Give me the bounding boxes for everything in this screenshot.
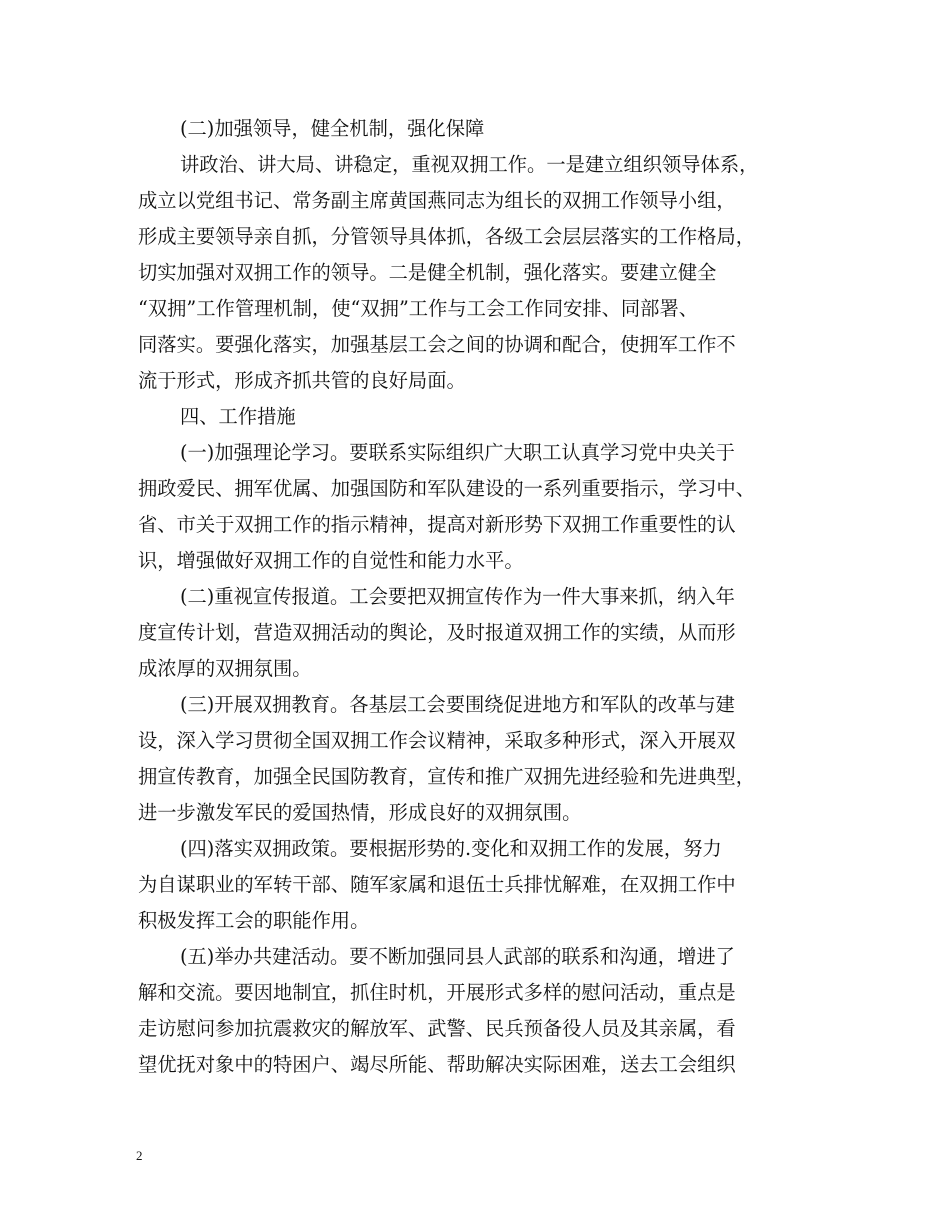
page-number: 2 xyxy=(136,1148,143,1163)
paragraph-line: (四)落实双拥政策。要根据形势的.变化和双拥工作的发展，努力 xyxy=(180,837,722,860)
section-heading: (二)加强领导，健全机制，强化保障 xyxy=(180,117,485,140)
paragraph-line: (五)举办共建活动。要不断加强同县人武部的联系和沟通，增进了 xyxy=(180,945,735,968)
paragraph-line: 切实加强对双拥工作的领导。二是健全机制，强化落实。要建立健全 xyxy=(138,261,717,284)
paragraph-line: 为自谋职业的军转干部、随军家属和退伍士兵排忧解难，在双拥工作中 xyxy=(138,873,736,896)
paragraph-line: 讲政治、讲大局、讲稳定，重视双拥工作。一是建立组织领导体系， xyxy=(180,153,759,176)
paragraph-line: 拥宣传教育，加强全民国防教育，宣传和推广双拥先进经验和先进典型， xyxy=(138,765,755,788)
paragraph-line: 同落实。要强化落实，加强基层工会之间的协调和配合，使拥军工作不 xyxy=(138,333,736,356)
paragraph-line: 成浓厚的双拥氛围。 xyxy=(138,657,312,680)
paragraph-line: (二)重视宣传报道。工会要把双拥宣传作为一件大事来抓，纳入年 xyxy=(180,585,735,608)
section-heading: 四、工作措施 xyxy=(180,405,296,428)
paragraph-line: 走访慰问参加抗震救灾的解放军、武警、民兵预备役人员及其亲属，看 xyxy=(138,1017,736,1040)
paragraph-line: (一)加强理论学习。要联系实际组织广大职工认真学习党中央关于 xyxy=(180,441,735,464)
paragraph-line: 望优抚对象中的特困户、竭尽所能、帮助解决实际困难，送去工会组织 xyxy=(138,1053,736,1076)
paragraph-line: 成立以党组书记、常务副主席黄国燕同志为组长的双拥工作领导小组， xyxy=(138,189,736,212)
paragraph-line: 积极发挥工会的职能作用。 xyxy=(138,909,370,932)
paragraph-line: “双拥”工作管理机制，使“双拥”工作与工会工作同安排、同部署、 xyxy=(138,297,699,320)
paragraph-line: 形成主要领导亲自抓，分管领导具体抓，各级工会层层落实的工作格局， xyxy=(138,225,755,248)
paragraph-line: 设，深入学习贯彻全国双拥工作会议精神，采取多种形式，深入开展双 xyxy=(138,729,736,752)
paragraph-line: (三)开展双拥教育。各基层工会要围绕促进地方和军队的改革与建 xyxy=(180,693,735,716)
paragraph-line: 识，增强做好双拥工作的自觉性和能力水平。 xyxy=(138,549,524,572)
paragraph-line: 拥政爱民、拥军优属、加强国防和军队建设的一系列重要指示，学习中、 xyxy=(138,477,755,500)
paragraph-line: 度宣传计划，营造双拥活动的舆论，及时报道双拥工作的实绩，从而形 xyxy=(138,621,736,644)
paragraph-line: 解和交流。要因地制宜，抓住时机，开展形式多样的慰问活动，重点是 xyxy=(138,981,736,1004)
paragraph-line: 省、市关于双拥工作的指示精神，提高对新形势下双拥工作重要性的认 xyxy=(138,513,736,536)
paragraph-line: 流于形式，形成齐抓共管的良好局面。 xyxy=(138,369,466,392)
paragraph-line: 进一步激发军民的爱国热情，形成良好的双拥氛围。 xyxy=(138,801,582,824)
